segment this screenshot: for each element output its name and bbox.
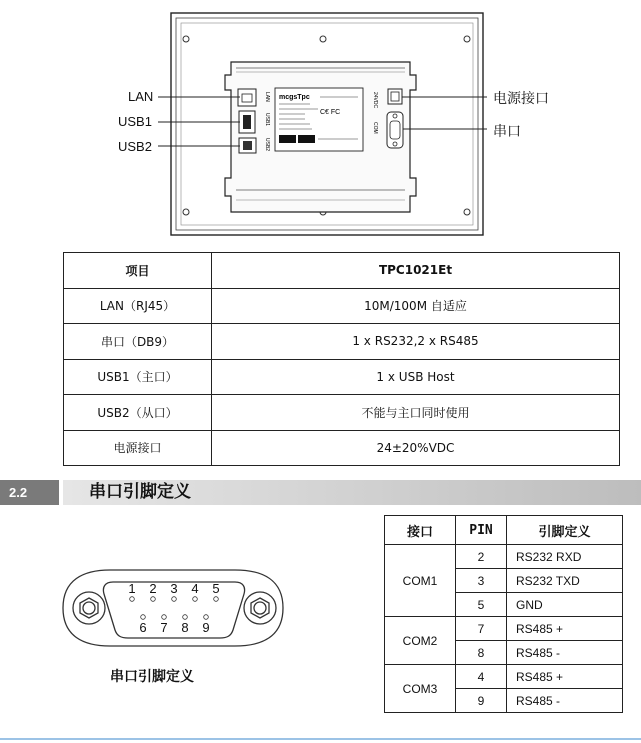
definition-cell: RS232 TXD — [507, 569, 623, 593]
table-row — [385, 617, 623, 641]
table-row — [64, 324, 620, 360]
section-number: 2.2 — [0, 480, 59, 505]
table-row — [385, 545, 623, 569]
table-row — [64, 288, 620, 324]
definition-cell: RS485 + — [507, 617, 623, 641]
definition-cell: RS485 + — [507, 665, 623, 689]
table-cell: 24±20%VDC — [212, 430, 620, 466]
header-cell: 引脚定义 — [507, 516, 623, 545]
spec-table — [63, 252, 620, 466]
table-cell: 10M/100M 自适应 — [212, 288, 620, 324]
table-header-row — [64, 253, 620, 289]
callout-usb2: USB2 — [118, 139, 152, 154]
port-label-com: COM — [372, 122, 378, 134]
port-label-usb1: USB1 — [264, 113, 270, 127]
pin-cell: 8 — [456, 641, 507, 665]
table-row — [64, 359, 620, 395]
port-label-lan: LAN — [264, 92, 270, 102]
table-cell: 1 x RS232,2 x RS485 — [212, 324, 620, 360]
device-brand: mcgsTpc — [279, 94, 310, 101]
pin-cell: 2 — [456, 545, 507, 569]
definition-cell: RS232 RXD — [507, 545, 623, 569]
header-cell: 接口 — [385, 516, 456, 545]
pin-table-header-row — [385, 516, 623, 545]
port-label-usb2: USB2 — [264, 138, 270, 152]
db9-pin-label: 4 — [191, 581, 199, 596]
ce-fc-marks: C€ FC — [320, 109, 341, 116]
table-cell: USB1（主口） — [64, 359, 212, 395]
db9-pin-label: 9 — [202, 620, 210, 635]
table-cell: 串口（DB9） — [64, 324, 212, 360]
pin-cell: 4 — [456, 665, 507, 689]
db9-pin-label: 7 — [160, 620, 168, 635]
interface-cell: COM1 — [385, 545, 456, 617]
db9-pin-label: 6 — [139, 620, 147, 635]
table-row — [385, 665, 623, 689]
header-cell: PIN — [456, 516, 507, 545]
interface-cell: COM2 — [385, 617, 456, 665]
table-cell: USB2（从口） — [64, 395, 212, 431]
device-diagram — [0, 0, 641, 250]
db9-pin-label: 1 — [128, 581, 136, 596]
table-row — [64, 395, 620, 431]
db9-pin-label: 5 — [212, 581, 220, 596]
callout-lan: LAN — [128, 89, 154, 104]
pin-cell: 9 — [456, 689, 507, 713]
pin-cell: 7 — [456, 617, 507, 641]
interface-cell: COM3 — [385, 665, 456, 713]
definition-cell: RS485 - — [507, 641, 623, 665]
callout-power: 电源接口 — [493, 91, 549, 107]
pin-cell: 3 — [456, 569, 507, 593]
db9-pin-holes — [130, 597, 219, 620]
table-cell: 1 x USB Host — [212, 359, 620, 395]
barcode-block — [298, 135, 315, 143]
db9-pin-label: 8 — [181, 620, 189, 635]
table-cell: LAN（RJ45） — [64, 288, 212, 324]
callout-com: 串口 — [493, 124, 521, 140]
table-cell: 电源接口 — [64, 430, 212, 466]
db9-pin-label: 3 — [170, 581, 178, 596]
table-row — [64, 430, 620, 466]
lan-port — [238, 89, 256, 106]
callout-usb1: USB1 — [118, 114, 152, 129]
db9-pin-label: 2 — [149, 581, 157, 596]
port-label-power: 24VDC — [372, 92, 378, 109]
barcode-block — [279, 135, 296, 143]
definition-cell: RS485 - — [507, 689, 623, 713]
page-bottom-rule — [0, 738, 641, 740]
db9-connector-illustration — [55, 560, 295, 655]
header-cell: 项目 — [64, 253, 212, 289]
section-title: 串口引脚定义 — [89, 482, 191, 502]
table-cell: 不能与主口同时使用 — [212, 395, 620, 431]
pin-cell: 5 — [456, 593, 507, 617]
power-connector — [388, 89, 402, 104]
definition-cell: GND — [507, 593, 623, 617]
db9-caption: 串口引脚定义 — [110, 669, 194, 685]
pin-table — [384, 515, 623, 713]
com-connector — [387, 112, 403, 148]
header-cell: TPC1021Et — [212, 253, 620, 289]
